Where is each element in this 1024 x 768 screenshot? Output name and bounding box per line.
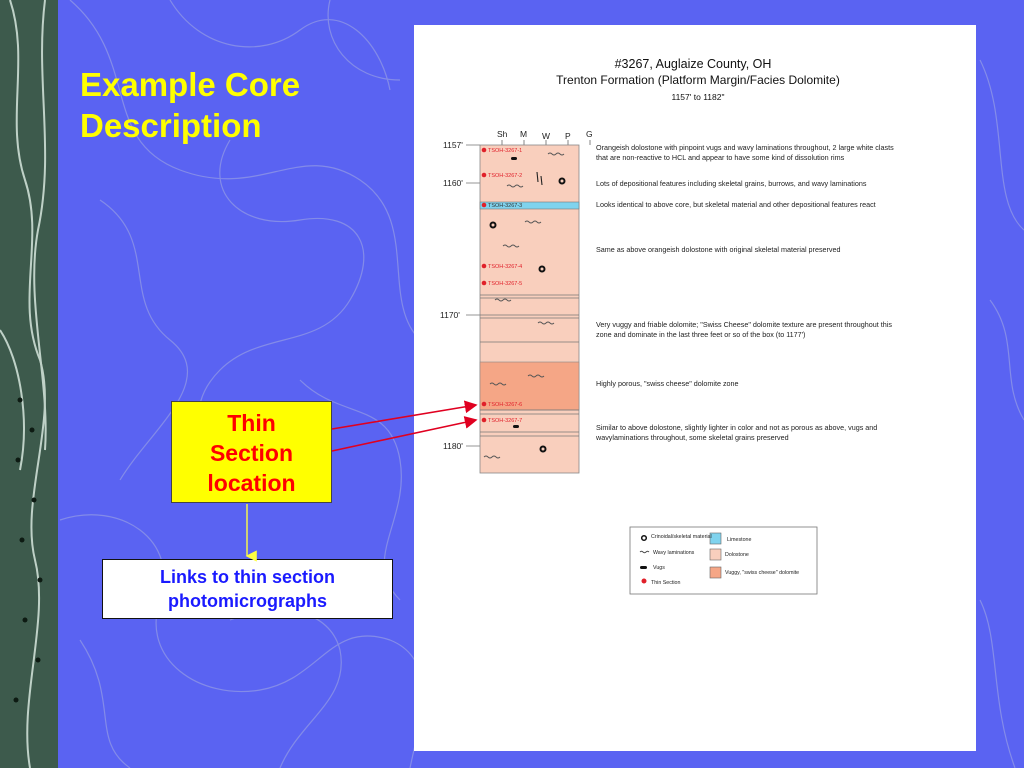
sample-dot-1 bbox=[482, 148, 487, 153]
sample-dot-6 bbox=[482, 402, 487, 407]
legend-vugs-label: Vugs bbox=[653, 565, 665, 571]
legend-vuggy-label: Vuggy, "swiss cheese" dolomite bbox=[725, 570, 800, 576]
description-line-6: Very vuggy and friable dolomite; "Swiss Cheese" dolomite texture are present throughout this bbox=[596, 320, 892, 329]
core-subtitle: Trenton Formation (Platform Margin/Facies Dolomite) bbox=[556, 73, 840, 87]
column-header-w: W bbox=[542, 131, 551, 141]
description-line-4: Looks identical to above core, but skeletal material and other depositional features react bbox=[596, 200, 876, 209]
slide-title-line-2: Description bbox=[80, 107, 262, 144]
description-line-5: Same as above orangeish dolostone with original skeletal material preserved bbox=[596, 245, 841, 254]
vug-icon bbox=[511, 157, 517, 160]
sample-label-1: TSOH-3267-1 bbox=[488, 148, 523, 154]
description-line-10: wavylaminations throughout, some skeletal grains preserved bbox=[596, 433, 789, 442]
sample-dot-5 bbox=[482, 281, 487, 286]
callout-line-1: Thin bbox=[227, 410, 276, 436]
column-header-p: P bbox=[565, 131, 571, 141]
sample-label-2: TSOH-3267-2 bbox=[488, 173, 523, 179]
sample-dot-7 bbox=[482, 418, 487, 423]
slide-title-line-1: Example Core bbox=[80, 66, 301, 103]
core-title: #3267, Auglaize County, OH bbox=[614, 57, 772, 71]
sample-dot-3 bbox=[482, 203, 487, 208]
description-line-2: that are non-reactive to HCL and appear to have some kind of dissolution rims bbox=[596, 153, 845, 162]
legend-limestone-label: Limestone bbox=[727, 537, 752, 543]
legend-vuggy-swatch bbox=[710, 567, 721, 578]
column-header-sh: Sh bbox=[497, 129, 508, 139]
depth-label-1157: 1157' bbox=[443, 140, 463, 150]
legend-thin-section-icon bbox=[642, 579, 647, 584]
description-line-8: Highly porous, "swiss cheese" dolomite zone bbox=[596, 379, 739, 388]
depth-label-1180: 1180' bbox=[443, 441, 463, 451]
sample-label-5: TSOH-3267-5 bbox=[488, 281, 523, 287]
legend-wavy-label: Wavy laminations bbox=[653, 550, 695, 556]
sample-dot-4 bbox=[482, 264, 487, 269]
description-line-3: Lots of depositional features including skeletal grains, burrows, and wavy laminations bbox=[596, 179, 867, 188]
depth-label-1170: 1170' bbox=[440, 310, 460, 320]
photomicrograph-link-button[interactable]: Links to thin section photomicrographs bbox=[102, 559, 393, 619]
sample-label-3: TSOH-3267-3 bbox=[488, 203, 523, 209]
sample-label-6: TSOH-3267-6 bbox=[488, 402, 523, 408]
vug-icon bbox=[513, 425, 519, 428]
sample-label-4: TSOH-3267-4 bbox=[488, 264, 523, 270]
core-depth-range: 1157' to 1182" bbox=[671, 92, 725, 102]
description-line-7: zone and dominate in the last three feet or so of the box (to 1177') bbox=[596, 330, 806, 339]
legend-vug-icon bbox=[640, 566, 647, 569]
depth-label-1160: 1160' bbox=[443, 178, 463, 188]
column-header-m: M bbox=[520, 129, 528, 139]
legend-dolostone-label: Dolostone bbox=[725, 552, 749, 558]
column-header-g: G bbox=[586, 129, 593, 139]
description-line-9: Similar to above dolostone, slightly lighter in color and not as porous as above, vugs and bbox=[596, 423, 878, 432]
legend-crinoidal-label: Crinoidal/skeletal material bbox=[651, 534, 712, 540]
sample-dot-2 bbox=[482, 173, 487, 178]
sample-label-7: TSOH-3267-7 bbox=[488, 418, 523, 424]
callout-line-3: location bbox=[207, 470, 296, 496]
legend-dolostone-swatch bbox=[710, 549, 721, 560]
description-line-1: Orangeish dolostone with pinpoint vugs and wavy laminations throughout, 2 large white clasts bbox=[596, 143, 894, 152]
callout-line-2: Section bbox=[209, 440, 294, 466]
legend-thin-section-label: Thin Section bbox=[651, 580, 681, 586]
